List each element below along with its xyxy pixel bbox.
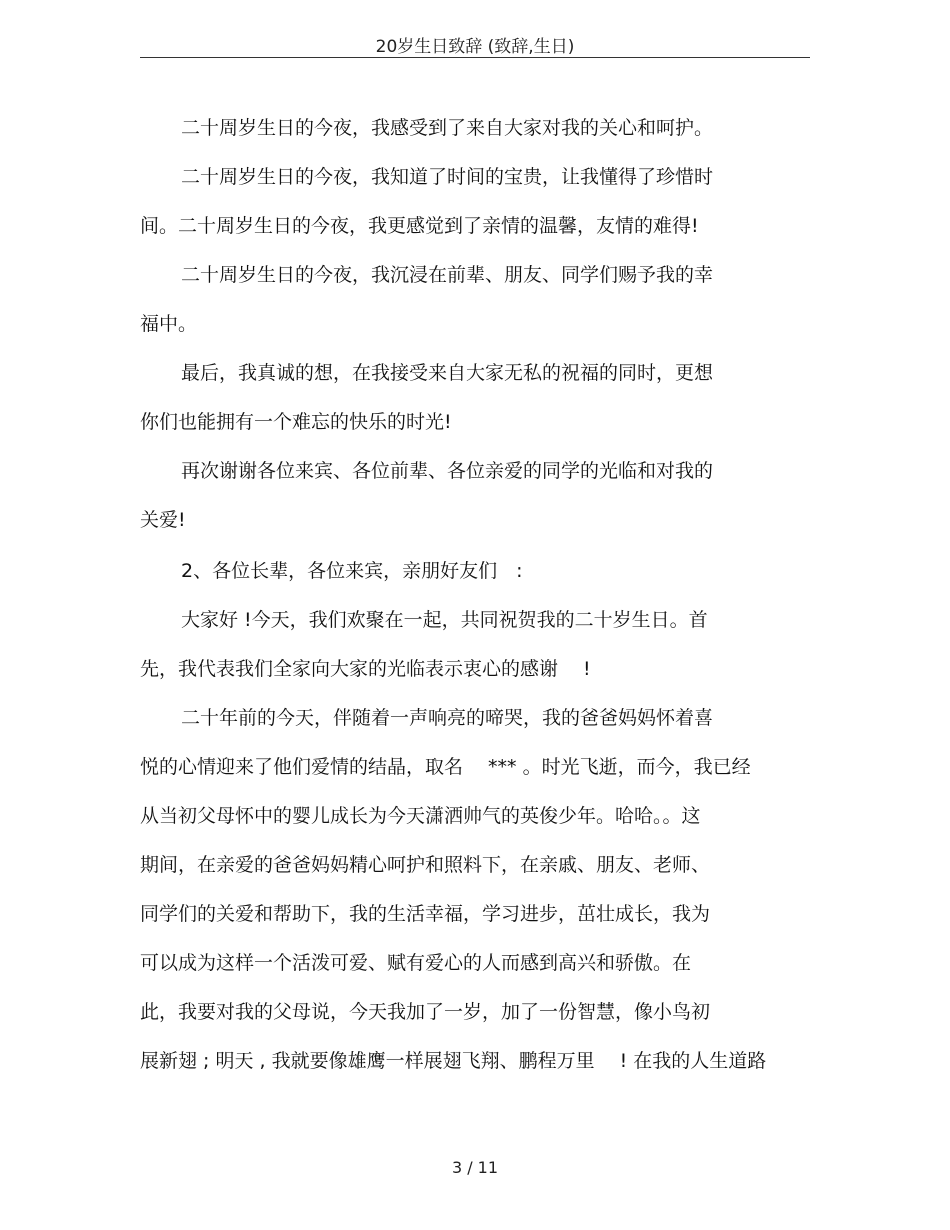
paragraph-line: 你们也能拥有一个难忘的快乐的时光! [140, 411, 452, 433]
paragraph-line: 同学们的关爱和帮助下，我的生活幸福，学习进步，茁壮成长，我为 [140, 903, 711, 925]
paragraph-line: 先，我代表我们全家向大家的光临表示衷心的感谢 ! [140, 658, 591, 680]
paragraph-line: 福中。 [140, 313, 198, 335]
paragraph-line: 2、各位长辈，各位来宾，亲朋好友们 : [181, 560, 523, 582]
paragraph-line: 间。二十周岁生日的今夜，我更感觉到了亲情的温馨，友情的难得! [140, 215, 699, 237]
paragraph-line: 可以成为这样一个活泼可爱、赋有爱心的人而感到高兴和骄傲。在 [140, 952, 692, 974]
paragraph-line: 此，我要对我的父母说，今天我加了一岁，加了一份智慧，像小鸟初 [140, 1001, 711, 1023]
paragraph-line: 悦的心情迎来了他们爱情的结晶，取名 *** 。时光飞逝，而今，我已经 [140, 756, 751, 778]
paragraph-line: 再次谢谢各位来宾、各位前辈、各位亲爱的同学的光临和对我的 [181, 460, 714, 482]
paragraph-line: 展新翅 ; 明天 , 我就要像雄鹰一样展翅飞翔、鹏程万里 ! 在我的人生道路 [140, 1050, 767, 1072]
paragraph-line: 二十周岁生日的今夜，我沉浸在前辈、朋友、同学们赐予我的幸 [181, 264, 714, 286]
paragraph-line: 从当初父母怀中的婴儿成长为今天潇洒帅气的英俊少年。哈哈。。这 [140, 805, 701, 827]
header-divider [140, 57, 810, 58]
paragraph-line: 二十年前的今天，伴随着一声响亮的啼哭，我的爸爸妈妈怀着喜 [181, 707, 714, 729]
paragraph-line: 关爱! [140, 509, 186, 531]
paragraph-line: 二十周岁生日的今夜，我知道了时间的宝贵，让我懂得了珍惜时 [181, 166, 714, 188]
paragraph-line: 期间，在亲爱的爸爸妈妈精心呵护和照料下，在亲戚、朋友、老师、 [140, 854, 711, 876]
paragraph-line: 最后，我真诚的想，在我接受来自大家无私的祝福的同时，更想 [181, 362, 714, 384]
paragraph-line: 大家好 !今天，我们欢聚在一起，共同祝贺我的二十岁生日。首 [181, 609, 708, 631]
paragraph-line: 二十周岁生日的今夜，我感受到了来自大家对我的关心和呵护。 [181, 117, 714, 139]
page-number: 3 / 11 [451, 1158, 499, 1177]
page-header-title: 20岁生日致辞 (致辞,生日) [375, 37, 575, 57]
